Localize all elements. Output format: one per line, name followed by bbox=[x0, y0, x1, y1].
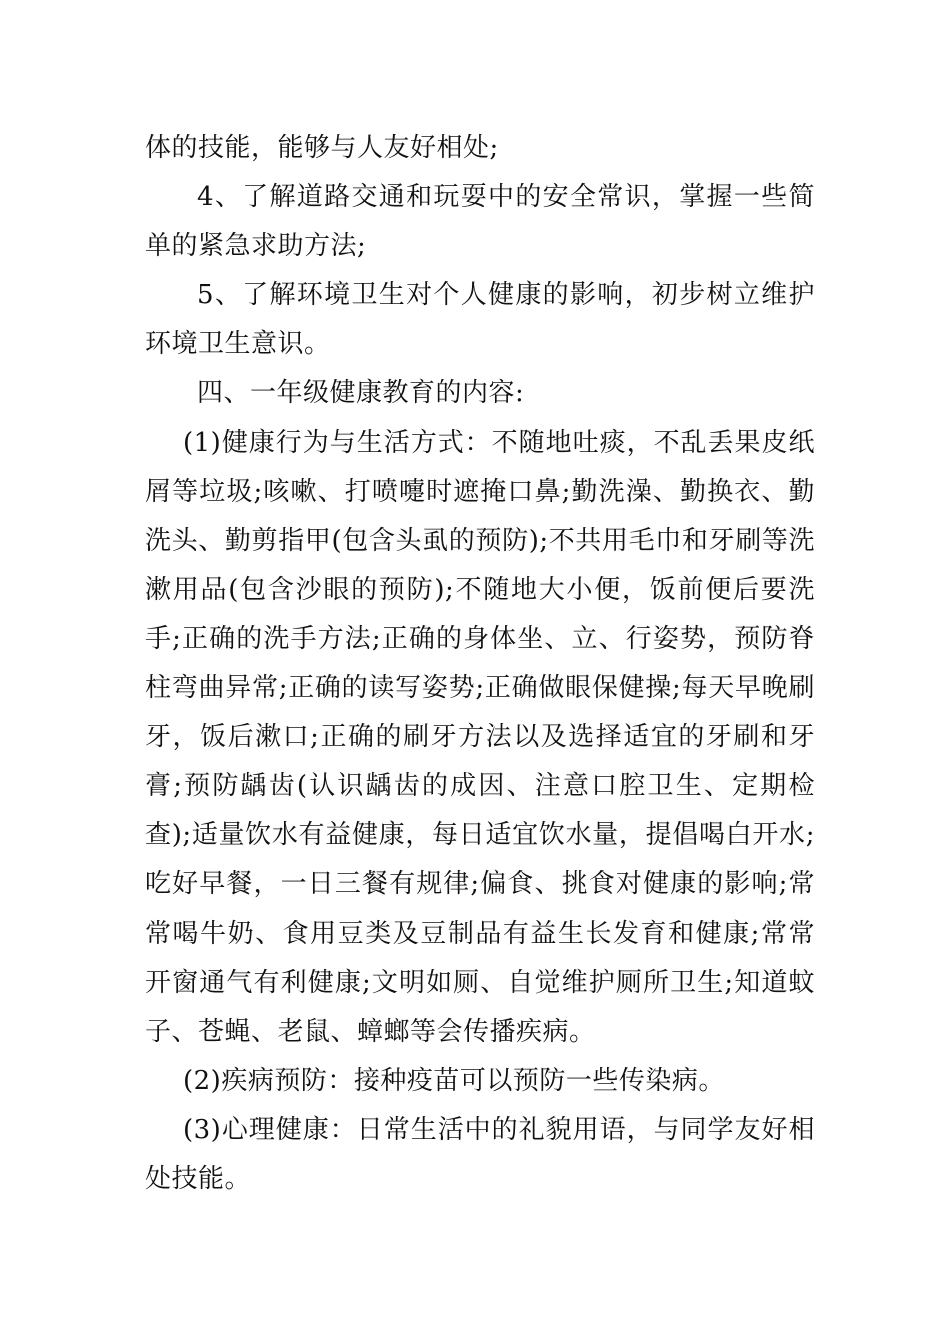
paragraph-disease-prevention: (2)疾病预防：接种疫苗可以预防一些传染病。 bbox=[183, 1065, 725, 1096]
paragraph-continuation: 体的技能，能够与人友好相处; bbox=[145, 133, 499, 163]
document-body bbox=[145, 124, 815, 1204]
paragraph-health-behavior: (1)健康行为与生活方式：不随地吐痰，不乱丢果皮纸屑等垃圾;咳嗽、打喷嚏时遮掩口鼻;勤洗澡、勤换衣、勤洗头、勤剪指甲(包含头虱的预防);不共用毛巾和牙刷等洗漱用品(包含沙眼的预防);不随地大小便，饭前便后要洗手;正确的洗手方法;正确的身体坐、立、行姿势，预防脊柱弯曲异常;正确的读写姿势;正确做眼保健操;每天早晚刷牙，饭后漱口;正确的刷牙方法以及选择适宜的牙刷和牙膏;预防龋齿(认识龋齿的成因、注意口腔卫生、定期检查);适量饮水有益健康，每日适宜饮水量，提倡喝白开水;吃好早餐，一日三餐有规律;偏食、挑食对健康的影响;常常喝牛奶、食用豆类及豆制品有益生长发育和健康;常常开窗通气有利健康;文明如厕、自觉维护厕所卫生;知道蚊子、苍蝇、老鼠、蟑螂等会传播疾病。 bbox=[145, 427, 815, 1047]
paragraph-item-5: 5、了解环境卫生对个人健康的影响，初步树立维护环境卫生意识。 bbox=[145, 280, 815, 360]
paragraph-mental-health: (3)心理健康：日常生活中的礼貌用语，与同学友好相处技能。 bbox=[145, 1114, 815, 1194]
paragraph-item-4: 4、了解道路交通和玩耍中的安全常识，掌握一些简单的紧急求助方法; bbox=[145, 182, 815, 262]
section-heading-4: 四、一年级健康教育的内容: bbox=[197, 378, 525, 409]
